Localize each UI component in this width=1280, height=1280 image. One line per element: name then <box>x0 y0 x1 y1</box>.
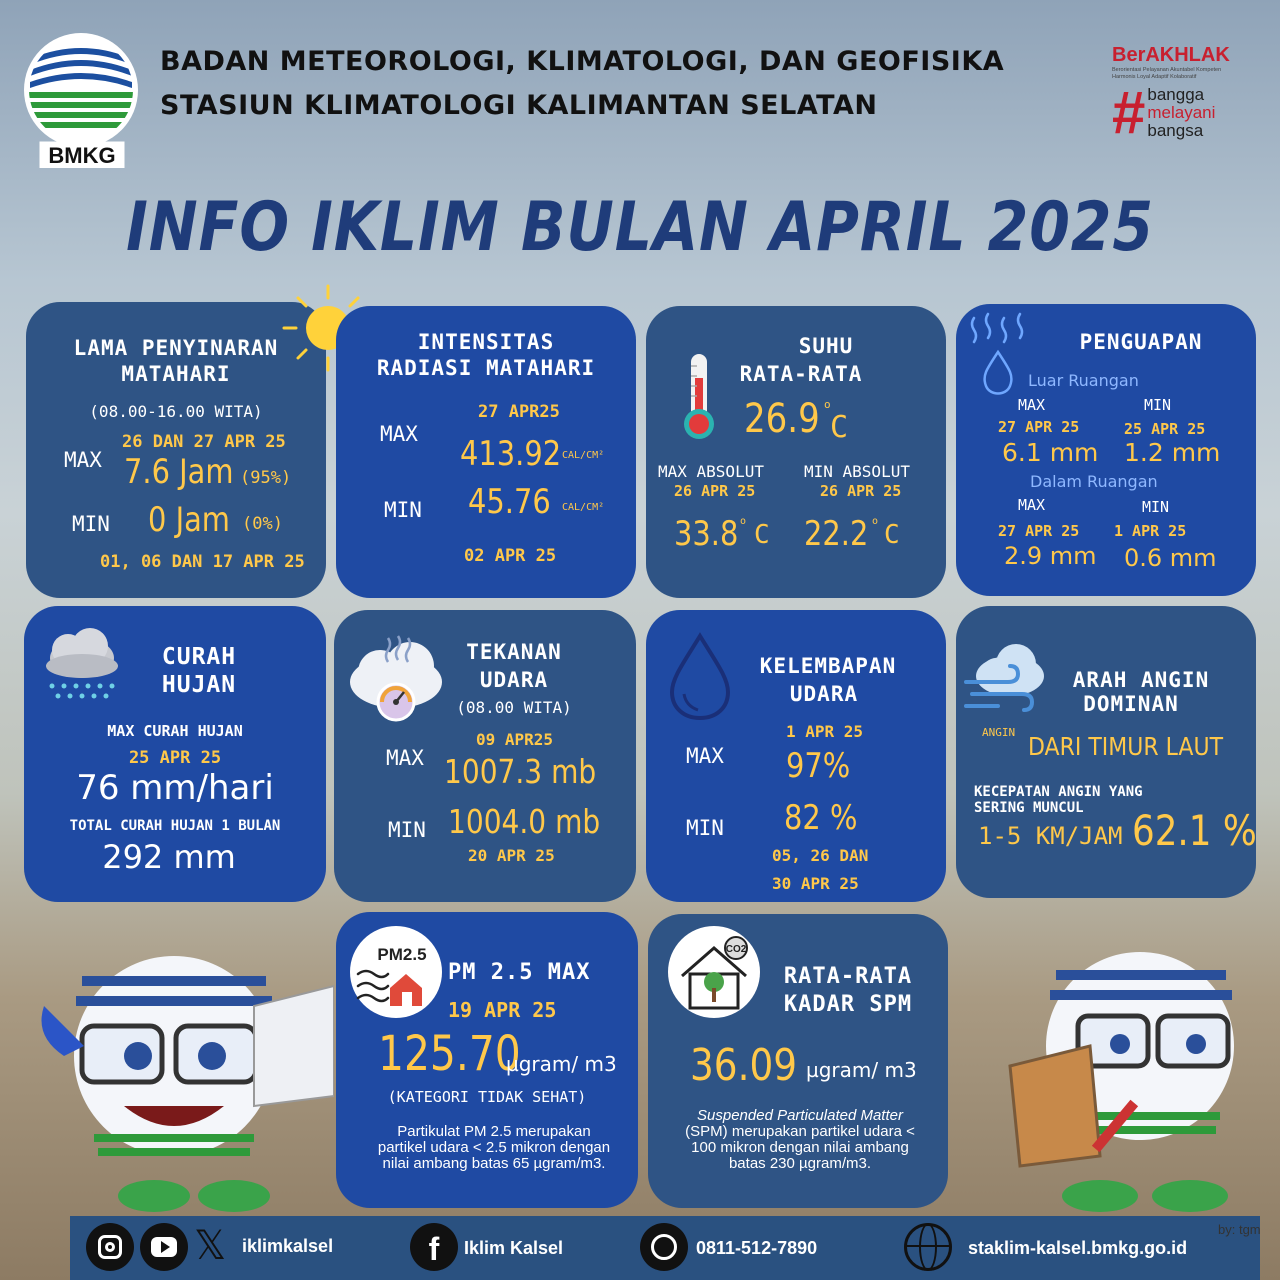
wind-icon-label: ANGIN <box>982 726 1016 739</box>
rainfall-title-line1: CURAH <box>161 644 237 670</box>
sunshine-max-label: MAX <box>64 448 102 472</box>
sunshine-min-percent: (0%) <box>242 514 283 534</box>
melayani-word: melayani <box>1147 103 1216 122</box>
wind-title-line2: DOMINAN <box>1083 692 1179 716</box>
sunshine-min-value: 0 Jam <box>148 500 230 540</box>
temperature-max-unit: C <box>754 520 770 550</box>
pressure-min-value: 1004.0 mb <box>448 802 601 841</box>
rainfall-title-line2: HUJAN <box>161 672 237 698</box>
pm25-note: Partikulat PM 2.5 merupakan partikel udara < 2.5 mikron dengan nilai ambang batas 65 µgram/m3. <box>377 1123 611 1172</box>
whatsapp-number[interactable]: 0811-512-7890 <box>696 1238 818 1258</box>
hash-glyph: # <box>1112 79 1146 146</box>
sunshine-title-line1: LAMA PENYINARAN <box>73 336 279 360</box>
temperature-max-date: 26 APR 25 <box>674 482 756 500</box>
evaporation-outdoor-max-date: 27 APR 25 <box>998 418 1080 436</box>
radiation-max-unit: CAL/CM² <box>562 450 605 461</box>
pressure-max-label: MAX <box>386 746 424 770</box>
pressure-min-date: 20 APR 25 <box>468 846 555 865</box>
byline: by: tgm <box>1218 1222 1261 1237</box>
rainfall-total-label: TOTAL CURAH HUJAN 1 BULAN <box>69 818 281 834</box>
sunshine-max-date: 26 DAN 27 APR 25 <box>122 432 286 452</box>
radiation-min-date: 02 APR 25 <box>464 546 557 566</box>
wind-direction: DARI TIMUR LAUT <box>1028 732 1224 761</box>
org-name-line2: STASIUN KLIMATOLOGI KALIMANTAN SELATAN <box>160 90 878 121</box>
evaporation-indoor-min-value: 0.6 mm <box>1124 544 1217 572</box>
pressure-title-line1: TEKANAN <box>466 640 562 664</box>
pm25-value: 125.70 <box>378 1026 521 1082</box>
temperature-max-value: 33.8 <box>674 514 739 554</box>
evaporation-card <box>956 304 1256 596</box>
sunshine-min-date: 01, 06 DAN 17 APR 25 <box>100 552 305 572</box>
temperature-average-value: 26.9 <box>744 396 820 442</box>
mascot-left-illustration <box>34 946 334 1216</box>
page-title: INFO IKLIM BULAN APRIL 2025 <box>126 188 1154 267</box>
sunshine-max-value: 7.6 Jam <box>124 452 234 492</box>
pm25-category: (KATEGORI TIDAK SEHAT) <box>387 1088 587 1106</box>
evaporation-outdoor-min-value: 1.2 mm <box>1124 438 1221 467</box>
bangga-word: bangga <box>1147 85 1205 104</box>
temperature-max-label: MAX ABSOLUT <box>658 462 764 481</box>
whatsapp-icon[interactable] <box>640 1223 688 1271</box>
facebook-name[interactable]: Iklim Kalsel <box>464 1238 564 1258</box>
temperature-card <box>646 306 946 598</box>
pressure-max-value: 1007.3 mb <box>444 752 597 791</box>
facebook-icon[interactable]: f <box>410 1223 458 1271</box>
sunshine-hours: (08.00-16.00 WITA) <box>89 402 263 421</box>
spm-value: 36.09 <box>690 1040 798 1091</box>
rain-cloud-icon <box>38 624 124 704</box>
globe-icon[interactable] <box>904 1223 952 1271</box>
radiation-card <box>336 306 636 598</box>
temperature-title-line1: SUHU <box>798 334 854 358</box>
wind-speed-label-line1: KECEPATAN ANGIN YANG <box>974 784 1143 800</box>
water-drop-icon <box>666 632 734 722</box>
rainfall-max-label: MAX CURAH HUJAN <box>107 722 243 740</box>
evaporation-outdoor-max-label: MAX <box>1018 396 1046 414</box>
social-handle[interactable]: iklimkalsel <box>242 1236 334 1256</box>
bangga-melayani-bangsa-logo <box>1112 79 1262 146</box>
radiation-max-date: 27 APR25 <box>478 402 560 422</box>
radiation-min-unit: CAL/CM² <box>562 502 605 513</box>
pm25-house-icon <box>350 926 442 1018</box>
pressure-title-line2: UDARA <box>479 668 549 692</box>
evaporation-outdoor-min-label: MIN <box>1144 396 1172 414</box>
sunshine-max-percent: (95%) <box>240 468 292 488</box>
humidity-min-value: 82 % <box>784 798 858 838</box>
spm-note-italic: Suspended Particulated Matter <box>697 1107 903 1124</box>
rainfall-total-value: 292 mm <box>102 838 236 876</box>
humidity-title-line2: UDARA <box>789 682 859 706</box>
humidity-max-date: 1 APR 25 <box>786 722 864 741</box>
evaporation-outdoor-min-date: 25 APR 25 <box>1124 420 1206 438</box>
pressure-card <box>334 610 636 902</box>
evaporation-outdoor-max-value: 6.1 mm <box>1002 438 1099 467</box>
wind-title-line1: ARAH ANGIN <box>1072 668 1210 692</box>
humidity-max-label: MAX <box>686 744 724 768</box>
pm25-date: 19 APR 25 <box>448 998 557 1022</box>
pressure-min-label: MIN <box>388 818 426 842</box>
berakhlak-logo <box>1112 44 1262 146</box>
evaporation-icon <box>964 312 1032 398</box>
humidity-title-line1: KELEMBAPAN <box>759 654 897 678</box>
spm-note: (SPM) merupakan partikel udara < 100 mikron dengan nilai ambang batas 230 µgram/m3. <box>685 1123 915 1172</box>
evaporation-indoor-min-date: 1 APR 25 <box>1114 522 1187 540</box>
mascot-right-illustration <box>1000 946 1260 1216</box>
rainfall-max-value: 76 mm/hari <box>76 768 274 808</box>
x-twitter-icon[interactable]: 𝕏 <box>194 1223 227 1269</box>
humidity-min-date-line1: 05, 26 DAN <box>772 846 869 865</box>
evaporation-indoor-max-label: MAX <box>1018 496 1046 514</box>
wind-cloud-icon <box>962 636 1048 722</box>
pm25-unit: µgram/ m3 <box>506 1052 617 1076</box>
temperature-unit: C <box>830 410 849 445</box>
rainfall-max-date: 25 APR 25 <box>128 748 222 768</box>
evaporation-indoor-label: Dalam Ruangan <box>1030 472 1158 491</box>
temperature-title-line2: RATA-RATA <box>739 362 863 386</box>
pressure-max-date: 09 APR25 <box>476 730 554 749</box>
wind-speed-percent: 62.1 % <box>1132 806 1257 855</box>
temperature-max-degree: o <box>740 516 747 527</box>
humidity-card <box>646 610 946 902</box>
bmkg-logo-text: BMKG <box>48 143 116 168</box>
wind-speed-label-line2: SERING MUNCUL <box>974 800 1084 816</box>
spm-house-tree-icon <box>668 926 760 1018</box>
temperature-min-label: MIN ABSOLUT <box>804 462 910 481</box>
humidity-min-date-line2: 30 APR 25 <box>772 874 859 893</box>
sunshine-title-line2: MATAHARI <box>121 362 231 386</box>
instagram-icon[interactable] <box>86 1223 134 1271</box>
evaporation-indoor-max-value: 2.9 mm <box>1004 542 1097 570</box>
youtube-icon[interactable] <box>140 1223 188 1271</box>
temperature-min-degree: o <box>872 516 879 527</box>
humidity-min-label: MIN <box>686 816 724 840</box>
temperature-min-value: 22.2 <box>804 514 869 554</box>
berakhlak-title: BerAKHLAK <box>1112 44 1230 66</box>
temperature-degree-sign: o <box>824 398 831 411</box>
spm-unit: µgram/ m3 <box>806 1058 917 1082</box>
spm-card <box>648 914 948 1208</box>
pm25-card <box>336 912 638 1208</box>
pressure-gauge-icon <box>348 632 444 724</box>
wind-card <box>956 606 1256 898</box>
bmkg-logo <box>22 28 140 168</box>
spm-title-line2: KADAR SPM <box>783 992 913 1017</box>
radiation-min-value: 45.76 <box>468 482 551 522</box>
spm-title-line1: RATA-RATA <box>783 964 913 989</box>
berakhlak-tagline: Berorientasi Pelayanan Akuntabel Kompeten Harmonis Loyal Adaptif Kolaboratif <box>1112 67 1222 80</box>
evaporation-indoor-max-date: 27 APR 25 <box>998 522 1080 540</box>
org-name-line1: BADAN METEOROLOGI, KLIMATOLOGI, DAN GEOFISIKA <box>160 46 1005 77</box>
pm25-title: PM 2.5 MAX <box>448 960 591 985</box>
temperature-min-date: 26 APR 25 <box>820 482 902 500</box>
humidity-max-value: 97% <box>786 746 851 786</box>
pressure-hours: (08.00 WITA) <box>456 698 572 717</box>
footer-content <box>70 1216 1260 1280</box>
radiation-min-label: MIN <box>384 498 422 522</box>
rainfall-card <box>24 606 326 902</box>
wind-speed-value: 1-5 KM/JAM <box>978 822 1123 850</box>
spm-icon-label: CO2 <box>725 944 747 955</box>
radiation-max-label: MAX <box>380 422 418 446</box>
radiation-title-line1: INTENSITAS <box>417 330 555 354</box>
evaporation-outdoor-label: Luar Ruangan <box>1028 371 1139 390</box>
temperature-min-unit: C <box>884 520 900 550</box>
pm25-icon-label: PM2.5 <box>377 945 427 964</box>
bangsa-word: bangsa <box>1147 121 1204 140</box>
evaporation-title: PENGUAPAN <box>1079 330 1203 354</box>
radiation-title-line2: RADIASI MATAHARI <box>376 356 596 380</box>
website-url[interactable]: staklim-kalsel.bmkg.go.id <box>968 1238 1188 1258</box>
sunshine-min-label: MIN <box>72 512 110 536</box>
radiation-max-value: 413.92 <box>460 434 562 474</box>
evaporation-indoor-min-label: MIN <box>1142 498 1170 516</box>
